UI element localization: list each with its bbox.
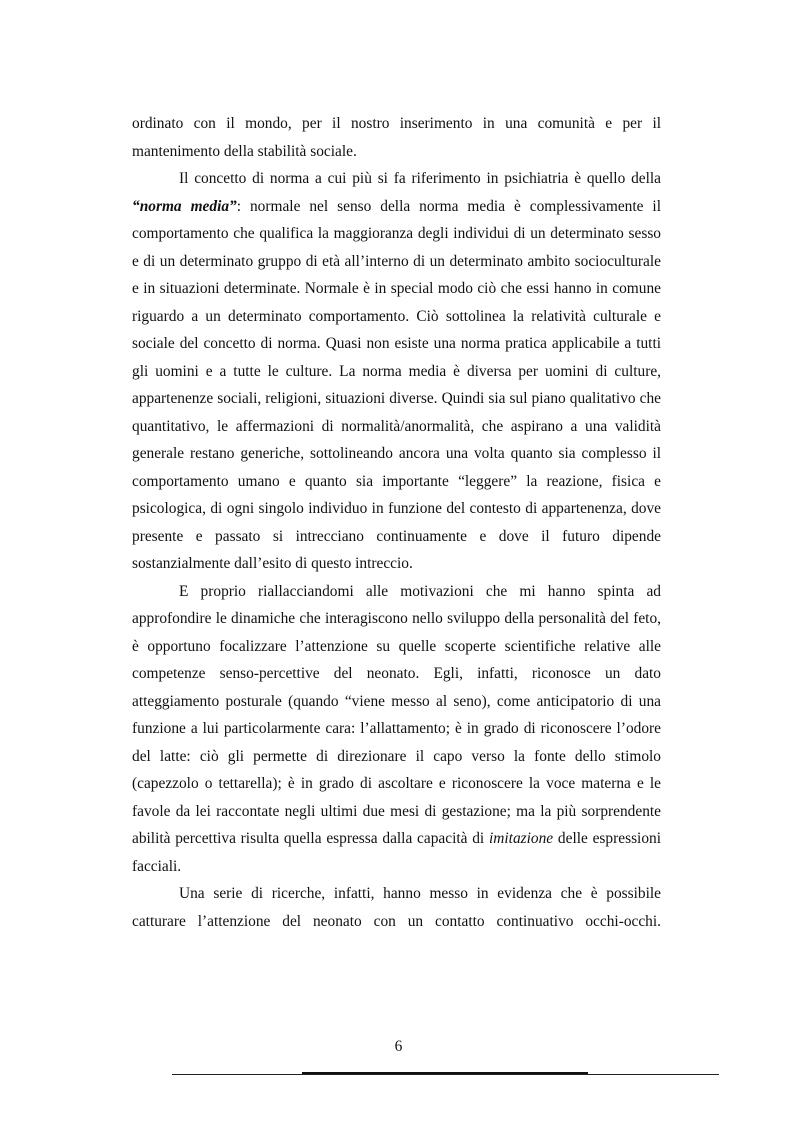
paragraph-norma-media-lead: Il concetto di norma a cui più si fa riferimento in psichiatria è quello della — [179, 170, 661, 187]
paragraph-ricerche: Una serie di ricerche, infatti, hanno messo in evidenza che è possibile catturare l’attenzione del neonato con un contatto continuativo occhi-occhi. — [132, 885, 661, 930]
paragraph-competenze-neonato — [132, 578, 661, 881]
paragraph-norma-media-rest: : normale nel senso della norma media è complessivamente il comportamento che qualifica la maggioranza degli individui di un determinato sesso e di un determinato gruppo di età all’interno di un determinato ambito socioculturale e in situazioni determinate. Normale è in special modo ciò che essi hanno in comune riguardo a un determinato comportamento. Ciò sottolinea la relatività culturale e sociale del concetto di norma. Quasi non esiste una norma pratica applicabile a tutti gli uomini e a tutte le culture. La norma media è diversa per uomini di culture, appartenenze sociali, religioni, situazioni diverse. Quindi sia sul piano qualitativo che quantitativo, le affermazioni di normalità/anormalità, che aspirano a una validità generale restano generiche, sottolineando ancora una volta quanto sia complesso il comportamento umano e quanto sia importante “leggere” la reazione, fisica e psicologica, di ogni singolo individuo in funzione del contesto di appartenenza, dove presente e passato si intrecciano continuamente e dove il futuro dipende sostanzialmente dall’esito di questo intreccio. — [132, 197, 661, 572]
footer-rule — [172, 1074, 719, 1075]
imitazione-term: imitazione — [489, 830, 554, 847]
paragraph-competenze-rest: delle espressioni facciali. — [132, 830, 661, 875]
page-number: 6 — [394, 1038, 403, 1055]
footer-rule-accent — [302, 1072, 588, 1074]
norma-media-term: “norma media” — [132, 197, 237, 215]
paragraph-norma-media — [132, 165, 661, 578]
paragraph-continuation: ordinato con il mondo, per il nostro inserimento in una comunità e per il mantenimento della stabilità sociale. — [132, 115, 661, 160]
body-text — [132, 110, 661, 935]
paragraph-competenze-lead: E proprio riallacciandomi alle motivazioni che mi hanno spinta ad approfondire le dinamiche che interagiscono nello sviluppo della personalità del feto, è opportuno focalizzare l’attenzione su quelle scoperte scientifiche relative alle competenze senso-percettive del neonato. Egli, infatti, riconosce un dato atteggiamento posturale (quando “viene messo al seno), come anticipatorio di una funzione a lui particolarmente cara: l’allattamento; è in grado di riconoscere l’odore del latte: ciò gli permette di direzionare il capo verso la fonte dello stimolo (capezzolo o tettarella); è in grado di ascoltare e riconoscere la voce materna e le favole da lei raccontate negli ultimi due mesi di gestazione; ma la più sorprendente abilità percettiva risulta quella espressa dalla capacità di — [132, 582, 661, 847]
